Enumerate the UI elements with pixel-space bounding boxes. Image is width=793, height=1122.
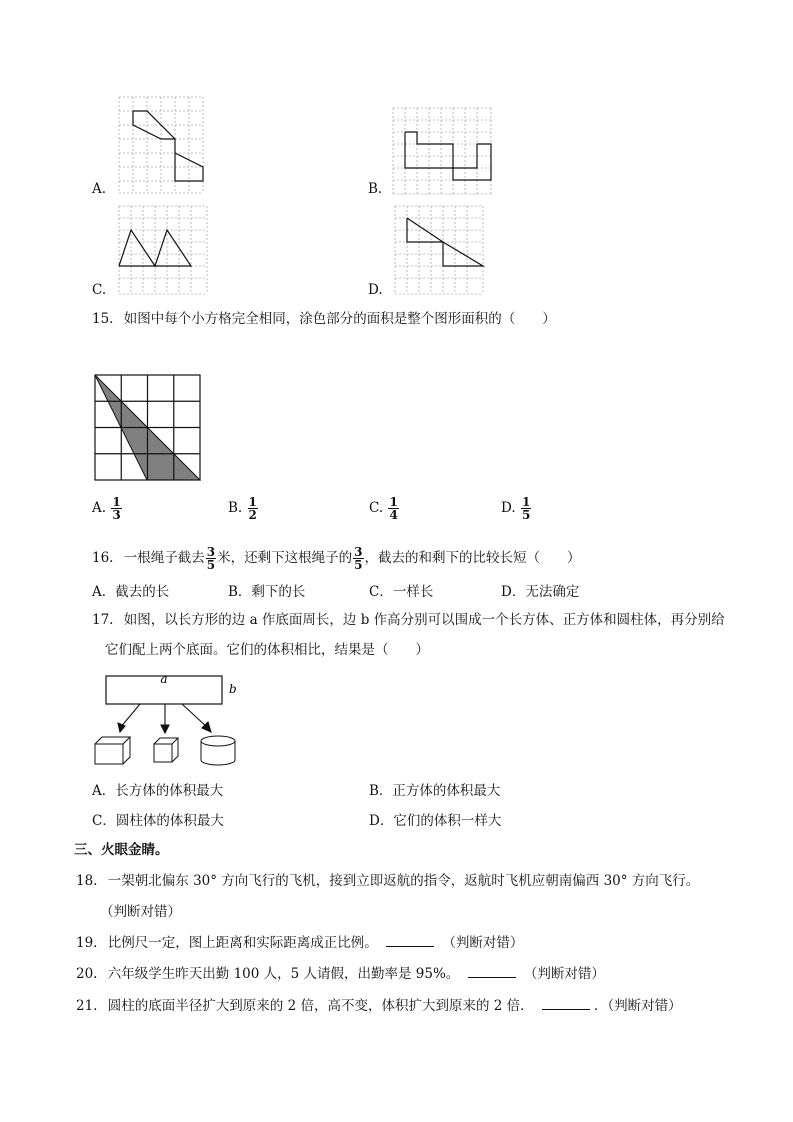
q17-option-d[interactable]: D．它们的体积一样大: [369, 813, 502, 829]
label-a: a: [160, 672, 168, 686]
q15-option-d[interactable]: [501, 496, 532, 521]
question-number: 15.: [92, 311, 114, 327]
question-number: 20.: [76, 966, 98, 982]
section-title: 三、火眼金睛。: [74, 842, 169, 858]
question-text: 如图，以长方形的边 a 作底面周长，边 b 作高分别可以围成一个长方体、正方体和圆柱体，再分别给: [123, 612, 725, 628]
answer-blank[interactable]: [542, 1009, 590, 1010]
option-b-label: B.: [368, 181, 383, 197]
question-text: 一根绳子截去: [123, 550, 205, 566]
question-16: [92, 546, 581, 571]
question-19: [76, 934, 523, 952]
q15-option-c[interactable]: [369, 496, 400, 521]
question-18-suffix: （判断对错）: [100, 904, 181, 920]
q15-grid-figure: [94, 374, 202, 482]
judge-suffix: （判断对错）: [523, 966, 605, 982]
judge-suffix: （判断对错）: [442, 935, 524, 951]
q16-option-b[interactable]: B．剩下的长: [228, 584, 306, 600]
q14-option-b-figure: [391, 106, 493, 196]
q16-option-d[interactable]: D．无法确定: [501, 584, 580, 600]
q17-option-a[interactable]: A．长方体的体积最大: [92, 783, 224, 799]
option-a-label: A.: [92, 181, 107, 197]
question-text: 一架朝北偏东 30° 方向飞行的飞机，接到立即返航的指令，返航时飞机应朝南偏西 30° 方向飞行。: [107, 873, 700, 889]
question-18: [76, 872, 699, 890]
q17-option-c[interactable]: C．圆柱体的体积最大: [92, 813, 224, 829]
option-fraction: $\frac{1}{2}$: [248, 495, 257, 522]
option-fraction: $\frac{1}{4}$: [389, 495, 398, 522]
question-21: [76, 997, 682, 1015]
question-number: 19.: [76, 935, 98, 951]
q16-option-c[interactable]: C．一样长: [369, 584, 434, 600]
question-text: ，截去的和剩下的比较长短（ ）: [364, 550, 581, 566]
question-number: 16.: [92, 550, 114, 566]
option-letter: C.: [369, 500, 384, 516]
question-number: 18.: [76, 873, 98, 889]
answer-blank[interactable]: [386, 946, 434, 947]
question-number: 21.: [76, 998, 98, 1014]
q15-option-b[interactable]: [228, 496, 259, 521]
question-17-line-1: [92, 611, 725, 629]
label-b: b: [229, 682, 237, 696]
q14-option-c-figure: [117, 204, 209, 296]
q17-figure: [90, 668, 250, 772]
judge-suffix: ．（判断对错）: [593, 998, 682, 1014]
question-17-line-2: 它们配上两个底面。它们的体积相比，结果是（ ）: [105, 642, 429, 658]
q17-option-b[interactable]: B．正方体的体积最大: [369, 783, 501, 799]
option-fraction: $\frac{1}{5}$: [521, 495, 531, 522]
answer-blank[interactable]: [468, 977, 516, 978]
q14-option-a-figure: [117, 95, 205, 195]
option-letter: A.: [92, 500, 107, 516]
fraction-remaining: $\frac{3}{5}$: [354, 545, 363, 572]
question-20: [76, 965, 605, 983]
option-letter: D.: [501, 500, 516, 516]
option-letter: B.: [228, 500, 243, 516]
option-c-label: C.: [92, 282, 107, 298]
q16-option-a[interactable]: A．截去的长: [92, 584, 170, 600]
question-text: 米，还剩下这根绳子的: [217, 550, 353, 566]
fraction-cut: $\frac{3}{5}$: [206, 545, 216, 572]
question-text: 比例尺一定，图上距离和实际距离成正比例。: [107, 935, 378, 951]
q14-option-d-figure: [393, 204, 485, 296]
question-15: [92, 310, 556, 328]
question-text: 六年级学生昨天出勤 100 人，5 人请假，出勤率是 95%。: [107, 966, 460, 982]
question-text: 如图中每个小方格完全相同，涂色部分的面积是整个图形面积的（ ）: [123, 311, 556, 327]
option-d-label: D.: [368, 282, 383, 298]
option-fraction: $\frac{1}{3}$: [112, 495, 121, 522]
question-text: 圆柱的底面半径扩大到原来的 2 倍，高不变，体积扩大到原来的 2 倍．: [107, 998, 534, 1014]
q15-option-a[interactable]: [92, 496, 123, 521]
question-number: 17.: [92, 612, 114, 628]
